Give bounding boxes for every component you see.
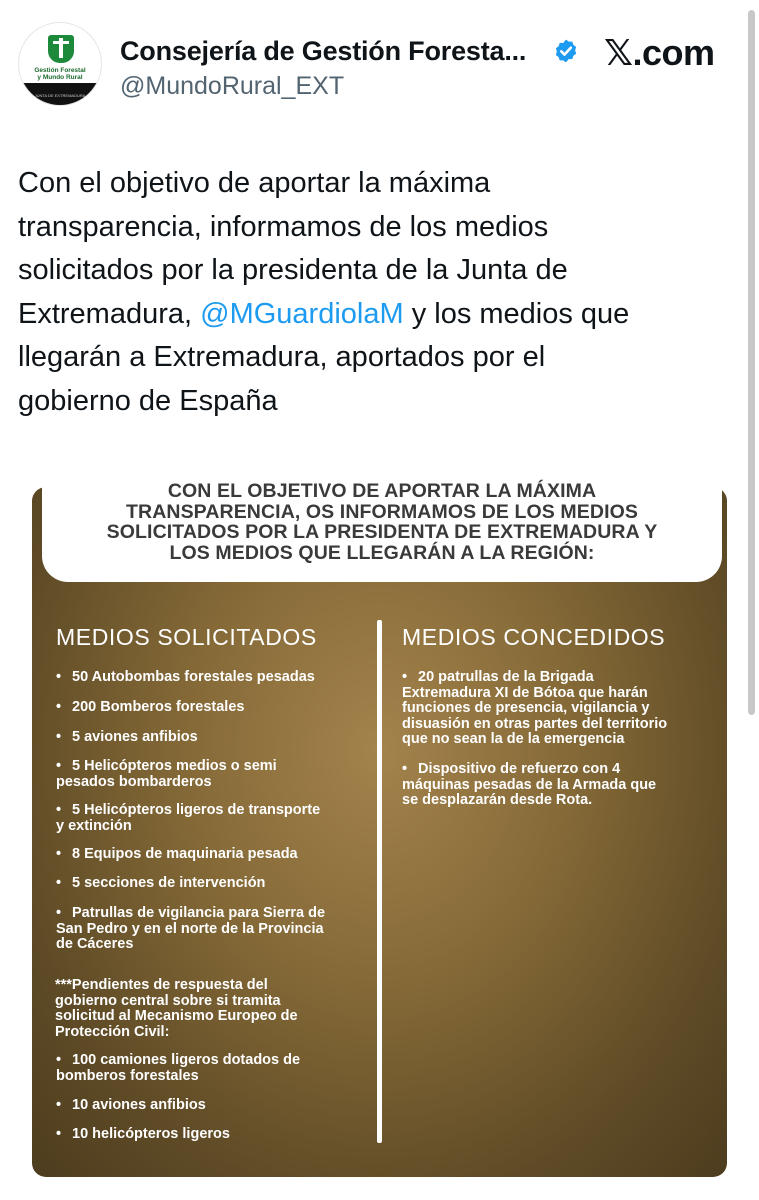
bullet-icon: • <box>56 699 62 715</box>
list-item <box>402 762 656 809</box>
list-item-label: Patrullas de vigilancia para Sierra de <box>72 905 326 921</box>
list-item <box>56 1053 300 1084</box>
note-line: Protección Civil: <box>55 1023 170 1040</box>
column-divider <box>377 620 382 1143</box>
bullet-icon: • <box>56 1052 62 1068</box>
list-item-label: Extremadura XI de Bótoa que harán <box>402 684 648 701</box>
tweet-text-segment: y los medios que <box>403 297 630 330</box>
tweet-text-segment: Extremadura, <box>18 297 201 330</box>
list-item-label: disuasión en otras partes del territorio <box>402 715 668 732</box>
list-item <box>56 876 265 892</box>
list-item <box>56 847 298 863</box>
note-line: gobierno central sobre si tramita <box>55 992 281 1009</box>
list-item <box>56 730 198 746</box>
list-item-text <box>56 1069 300 1085</box>
list-item-label: máquinas pesadas de la Armada que <box>402 776 657 793</box>
list-item-text <box>56 922 325 938</box>
list-item-label: 5 aviones anfibios <box>72 729 198 745</box>
list-item-text <box>402 717 667 733</box>
avatar-text: Gestión Forestal y Mundo Rural <box>34 67 86 81</box>
list-item-label: 20 patrullas de la Brigada <box>418 669 594 685</box>
list-item-text <box>56 803 320 819</box>
list-item-text <box>402 762 656 778</box>
account-handle[interactable]: @MundoRural_EXT <box>120 72 345 100</box>
list-item-label: 50 Autobombas forestales pesadas <box>72 669 315 685</box>
tweet-line: gobierno de España <box>18 384 278 417</box>
bullet-icon: • <box>56 758 62 774</box>
tweet-text <box>18 162 738 423</box>
list-item-label: 5 secciones de intervención <box>72 875 266 891</box>
list-item <box>56 906 325 953</box>
banner-line: SOLICITADOS POR LA PRESIDENTA DE EXTREMADURA Y <box>106 521 658 543</box>
tweet-line: transparencia, informamos de los medios <box>18 210 549 243</box>
list-item-text <box>56 1098 206 1114</box>
bullet-icon: • <box>56 802 62 818</box>
list-item-label: de Cáceres <box>56 936 134 952</box>
bullet-icon: • <box>56 875 62 891</box>
list-item-text <box>56 1127 230 1143</box>
list-item-text <box>56 775 277 791</box>
mention-link[interactable]: @MGuardiolaM <box>200 297 404 330</box>
avatar-subtext: JUNTA DE EXTREMADURA <box>34 93 86 98</box>
list-item-text <box>402 778 656 794</box>
bullet-icon: • <box>56 905 62 921</box>
list-item-text <box>56 1053 300 1069</box>
bullet-icon: • <box>402 761 408 777</box>
bullet-icon: • <box>402 669 408 685</box>
bullet-icon: • <box>56 1126 62 1142</box>
verified-badge-icon <box>553 38 579 64</box>
list-item-label: que no sean la de la emergencia <box>402 731 625 747</box>
list-item-label: 5 Helicópteros ligeros de transporte <box>72 802 321 818</box>
list-item-label: 100 camiones ligeros dotados de <box>72 1052 301 1068</box>
scrollbar[interactable] <box>748 10 755 715</box>
x-com-link[interactable]: 𝕏.com <box>604 32 715 73</box>
list-item-text <box>402 701 667 717</box>
tweet-line: solicitados por la presidenta de la Junta de <box>18 254 568 286</box>
list-item <box>56 1127 230 1143</box>
tweet-header <box>18 22 738 114</box>
list-item-label: 200 Bomberos forestales <box>72 699 245 715</box>
banner-line: CON EL OBJETIVO DE APORTAR LA MÁXIMA <box>167 480 597 502</box>
list-item-label: y extinción <box>56 817 132 834</box>
list-item <box>56 759 277 790</box>
note-line: solicitud al Mecanismo Europeo de <box>55 1008 298 1024</box>
note-line: ***Pendientes de respuesta del <box>55 977 268 993</box>
pending-note <box>55 978 298 1040</box>
bullet-icon: • <box>56 1097 62 1113</box>
list-item <box>56 803 320 834</box>
list-item-label: 5 Helicópteros medios o semi <box>72 758 277 774</box>
avatar[interactable] <box>18 22 102 106</box>
list-item-label: 10 helicópteros ligeros <box>72 1126 230 1142</box>
list-item-label: 8 Equipos de maquinaria pesada <box>72 846 298 862</box>
list-item-text <box>56 937 325 953</box>
logo-shield-icon <box>48 35 74 63</box>
left-column-title: MEDIOS SOLICITADOS <box>56 624 317 650</box>
image-banner <box>42 474 722 582</box>
list-item-text <box>56 906 325 922</box>
list-item-text <box>56 700 244 716</box>
tweet-line: llegarán a Extremadura, aportados por el <box>18 341 546 373</box>
list-item-label: bomberos forestales <box>56 1067 199 1084</box>
tweet-line: Con el objetivo de aportar la máxima <box>18 167 491 199</box>
list-item-text <box>402 670 667 686</box>
list-item-text <box>56 847 298 863</box>
tweet-line <box>18 293 738 337</box>
list-item-text <box>56 759 277 775</box>
banner-line: LOS MEDIOS QUE LLEGARÁN A LA REGIÓN: <box>169 541 595 564</box>
right-column-title: MEDIOS CONCEDIDOS <box>402 624 666 650</box>
list-item-label: San Pedro y en el norte de la Provincia <box>56 920 324 937</box>
list-item-label: pesados bombarderos <box>56 773 212 790</box>
list-item <box>56 700 244 716</box>
list-item <box>56 1098 206 1114</box>
list-item-label: funciones de presencia, vigilancia y <box>402 700 650 716</box>
account-name[interactable]: Consejería de Gestión Foresta... <box>120 36 527 66</box>
banner-line: TRANSPARENCIA, OS INFORMAMOS DE LOS MEDIOS <box>126 500 638 523</box>
list-item-text <box>56 876 265 892</box>
list-item-text <box>402 793 656 809</box>
list-item-label: 10 aviones anfibios <box>72 1097 206 1113</box>
bullet-icon: • <box>56 669 62 685</box>
list-item-text <box>402 732 667 748</box>
list-item-text <box>56 670 315 686</box>
bullet-icon: • <box>56 729 62 745</box>
list-item-label: Dispositivo de refuerzo con 4 <box>418 761 621 777</box>
list-item <box>56 670 315 686</box>
list-item <box>402 670 667 748</box>
list-item-text <box>56 730 198 746</box>
list-item-label: se desplazarán desde Rota. <box>402 792 593 808</box>
bullet-icon: • <box>56 846 62 862</box>
list-item-text <box>402 686 667 702</box>
list-item-text <box>56 819 320 835</box>
